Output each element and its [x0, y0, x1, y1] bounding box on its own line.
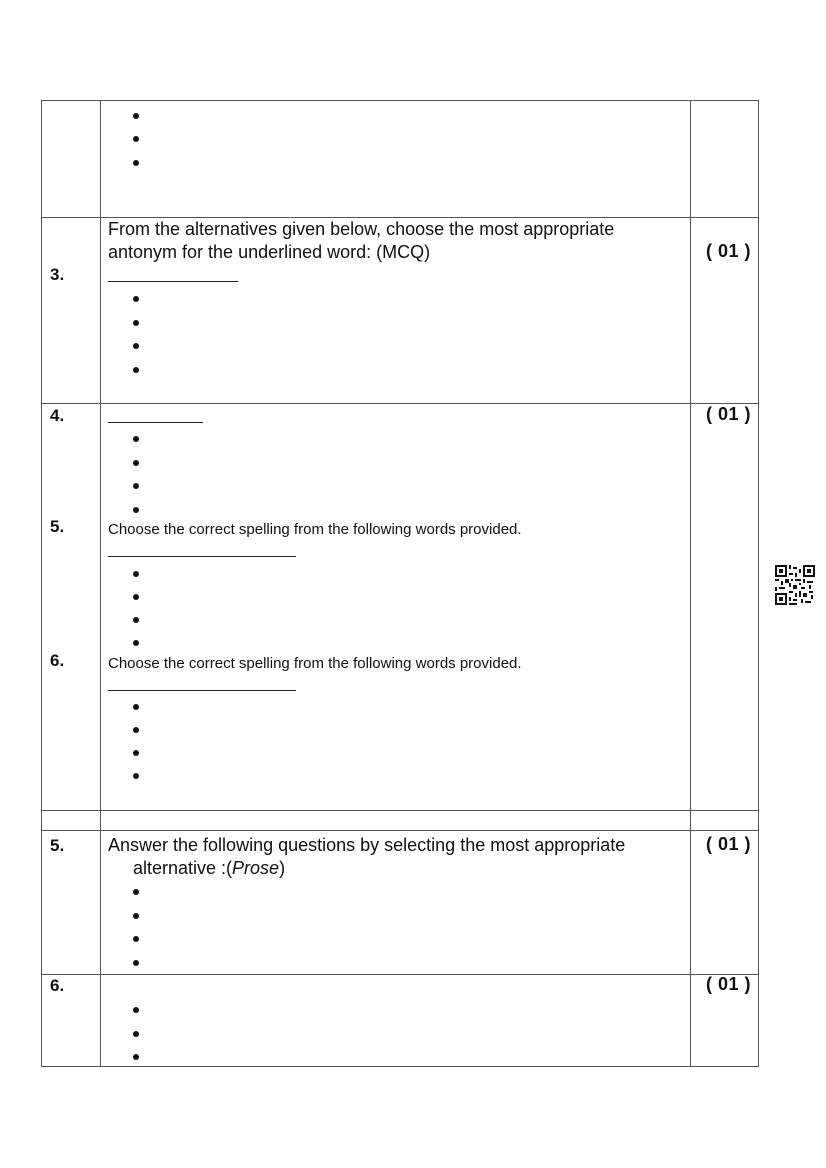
question-number: 6. [50, 976, 65, 995]
option-bullet [133, 160, 139, 166]
option-bullet [133, 750, 139, 756]
option-bullet [133, 594, 139, 600]
option-bullet [133, 343, 139, 349]
question-text: Choose the correct spelling from the following words provided. [108, 521, 522, 538]
option-bullet [133, 571, 139, 577]
question-text-line [108, 857, 688, 880]
question-text: Choose the correct spelling from the following words provided. [108, 655, 522, 672]
answer-blank [108, 422, 203, 423]
question-text-fragment: ) [279, 858, 286, 878]
question-number: 5. [50, 836, 65, 855]
question-text-italic: Prose [232, 858, 280, 878]
question-number: 3. [50, 265, 65, 284]
question-marks: ( 01 ) [706, 974, 752, 994]
question-text-line: Answer the following questions by selecting the most appropriate [108, 835, 626, 855]
question-text [108, 834, 688, 880]
option-bullet [133, 113, 139, 119]
option-bullet [133, 296, 139, 302]
question-number: 4. [50, 406, 65, 425]
option-bullet [133, 320, 139, 326]
question-marks: ( 01 ) [706, 834, 752, 854]
option-bullet [133, 507, 139, 513]
option-bullet [133, 136, 139, 142]
row-divider [42, 830, 758, 831]
option-bullet [133, 889, 139, 895]
option-bullet [133, 960, 139, 966]
column-divider-number [100, 101, 101, 1066]
option-bullet [133, 436, 139, 442]
question-marks: ( 01 ) [706, 241, 752, 261]
option-bullet [133, 773, 139, 779]
option-bullet [133, 1031, 139, 1037]
question-text-fragment: alternative :( [133, 858, 233, 878]
question-text: From the alternatives given below, choose the most appropriate antonym for the underlined word: (MCQ) [108, 219, 615, 262]
qr-code-icon [775, 565, 815, 605]
row-divider [42, 974, 758, 975]
option-bullet [133, 617, 139, 623]
option-bullet [133, 936, 139, 942]
question-marks: ( 01 ) [706, 404, 752, 424]
option-bullet [133, 483, 139, 489]
question-table [41, 100, 759, 1067]
option-bullet [133, 1007, 139, 1013]
option-bullet [133, 367, 139, 373]
answer-blank [108, 556, 296, 557]
row-divider [42, 810, 758, 811]
option-bullet [133, 913, 139, 919]
option-bullet [133, 704, 139, 710]
question-number: 5. [50, 517, 65, 536]
column-divider-marks [690, 101, 691, 1066]
answer-blank [108, 281, 238, 282]
option-bullet [133, 640, 139, 646]
row-divider [42, 403, 758, 404]
question-number: 6. [50, 651, 65, 670]
answer-blank [108, 690, 296, 691]
option-bullet [133, 1054, 139, 1060]
option-bullet [133, 460, 139, 466]
option-bullet [133, 727, 139, 733]
